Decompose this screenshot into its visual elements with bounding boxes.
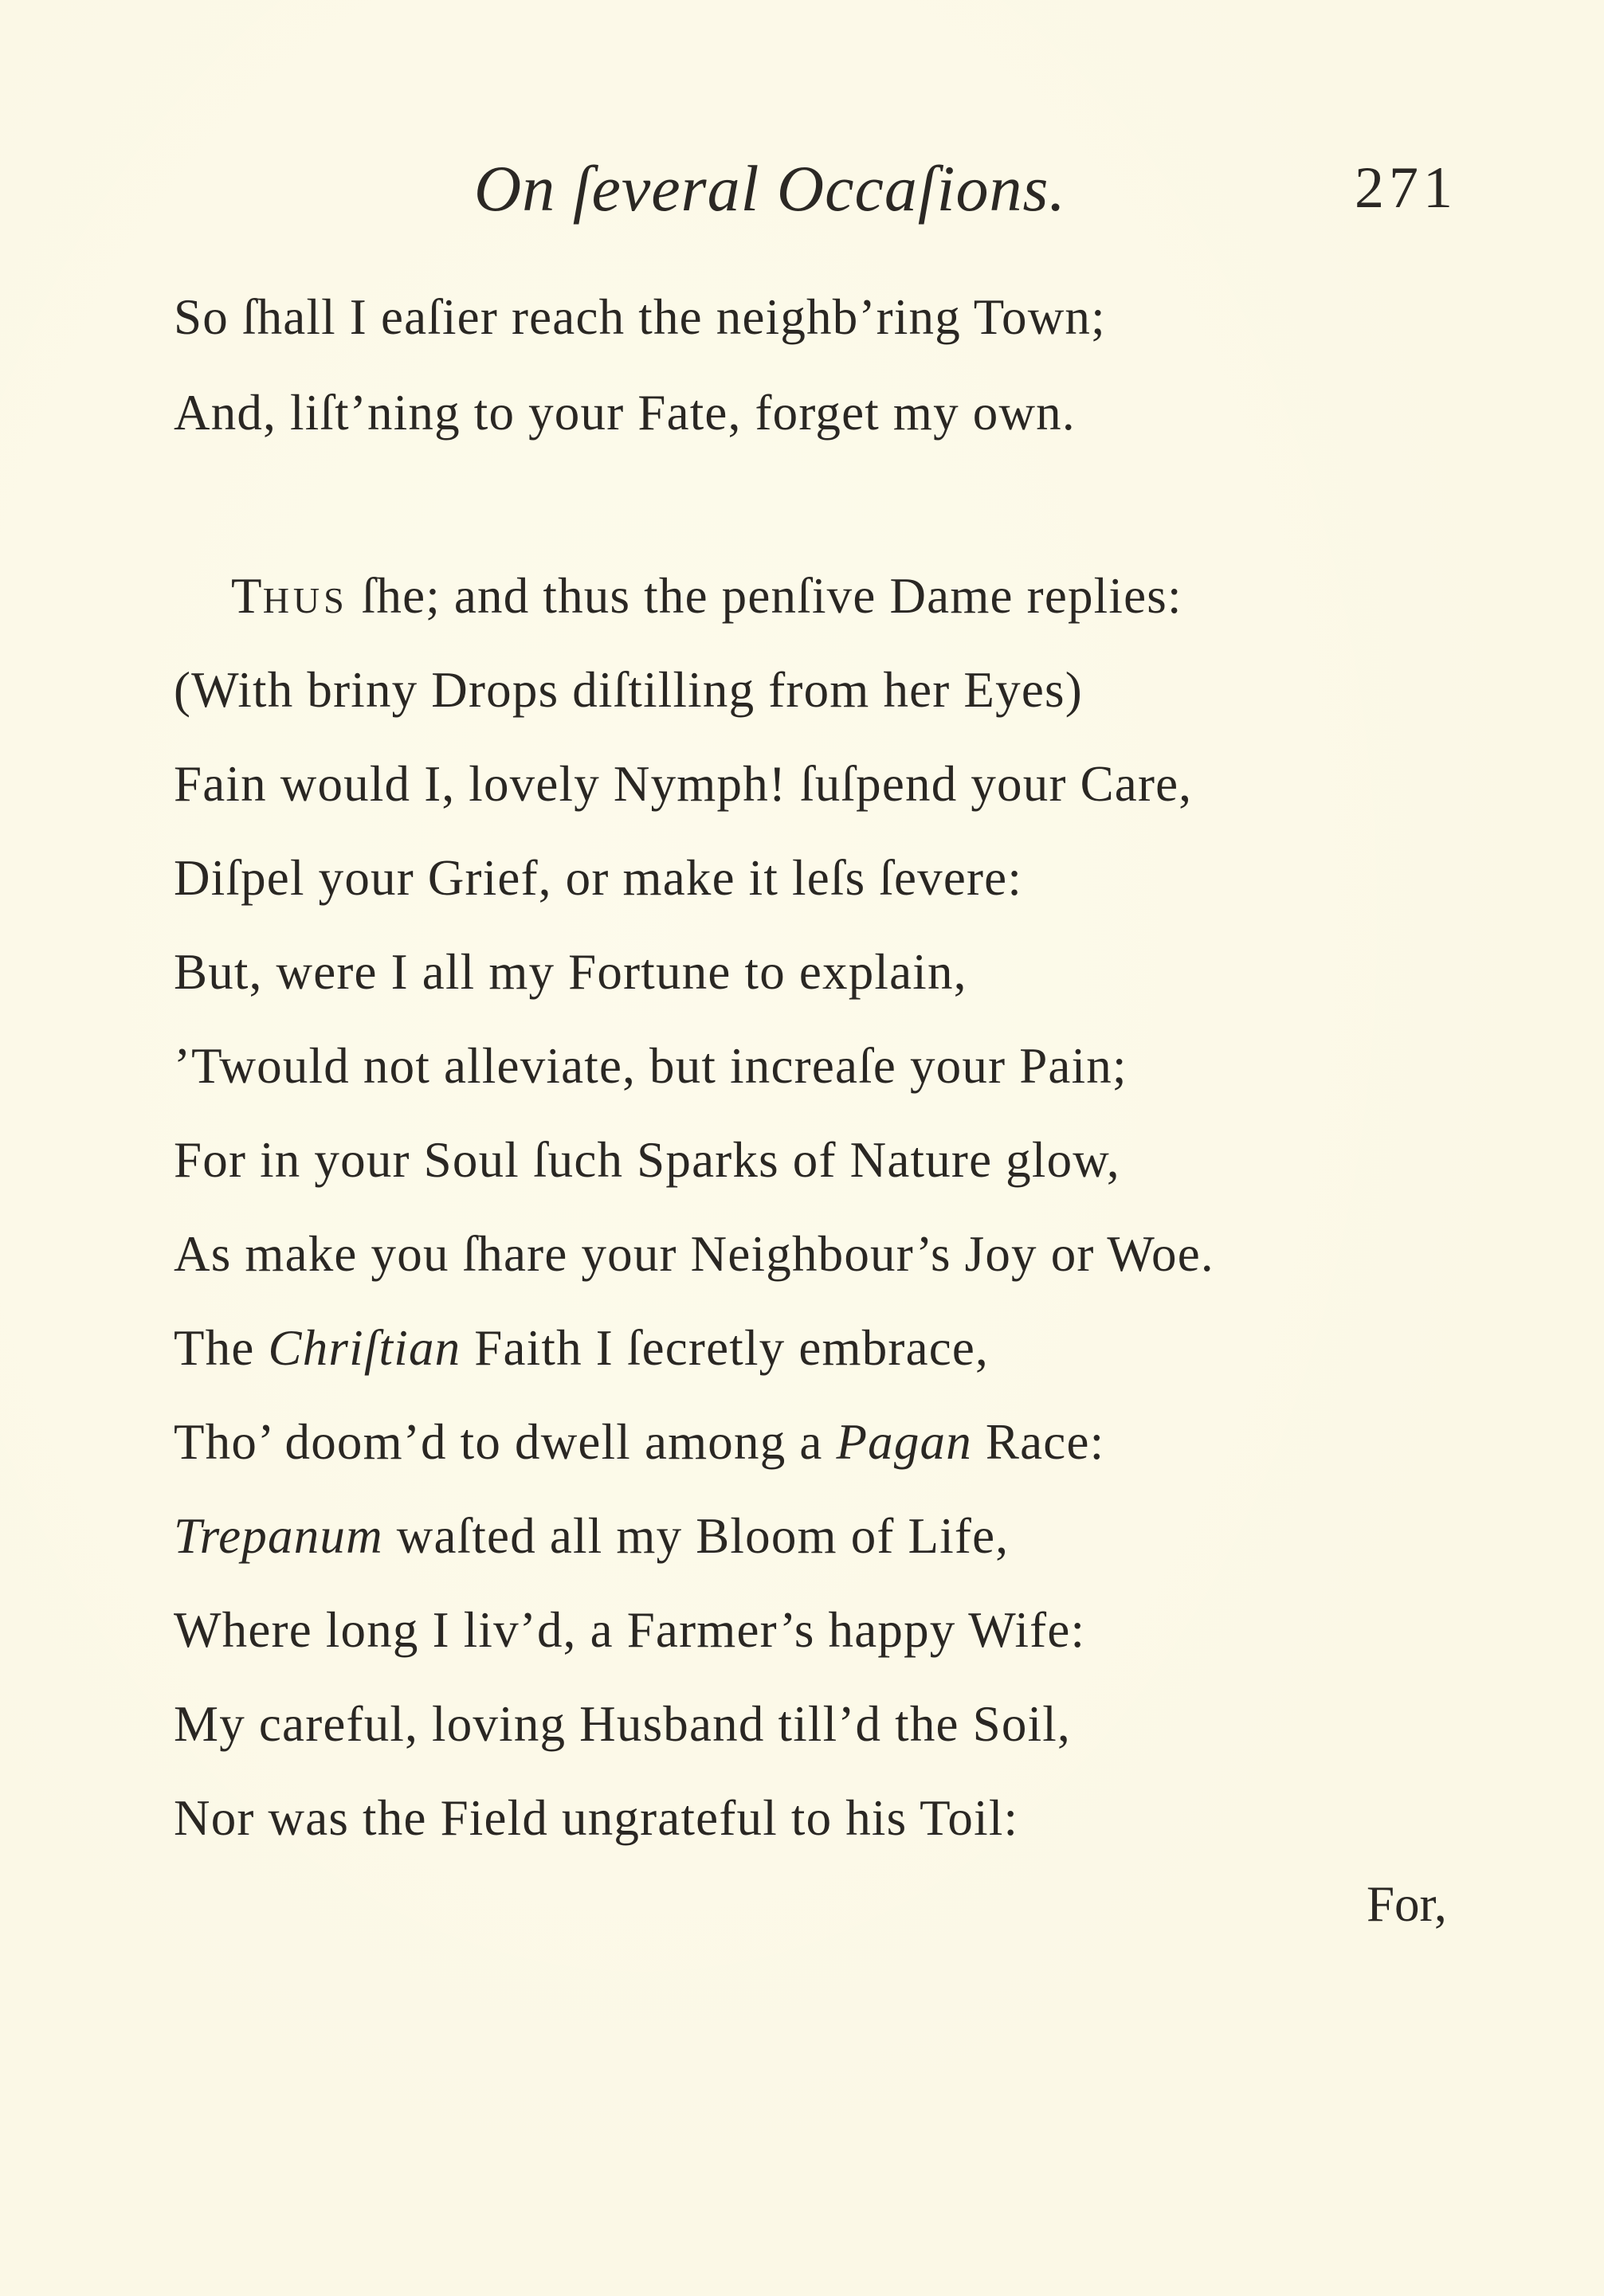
- verse-line: ’Twould not alleviate, but increaſe your Pain;: [174, 1038, 1128, 1094]
- verse-line-christian: [174, 1316, 989, 1380]
- verse-line-rest: ſhe; and thus the penſive Dame replies:: [347, 568, 1182, 624]
- running-title: On ſeveral Occaſions.: [474, 152, 1066, 225]
- italic-word: Pagan: [836, 1414, 972, 1470]
- italic-word: Chriſtian: [268, 1320, 461, 1376]
- verse-line-opening: [231, 564, 1182, 628]
- verse-text-segment: Faith I ſecretly embrace,: [461, 1320, 990, 1376]
- verse-line: Where long I liv’d, a Farmer’s happy Wife:: [174, 1602, 1086, 1658]
- verse-line: And, liſt’ning to your Fate, forget my own.: [174, 385, 1076, 441]
- verse-line: (With briny Drops diſtilling from her Eyes): [174, 662, 1083, 718]
- verse-line: Fain would I, lovely Nymph! ſuſpend your Care,: [174, 756, 1193, 812]
- verse-text-segment: The: [174, 1320, 269, 1376]
- verse-line: My careful, loving Husband till’d the Soil,: [174, 1696, 1071, 1752]
- verse-line: For in your Soul ſuch Sparks of Nature glow,: [174, 1132, 1120, 1188]
- verse-text-segment: Tho’ doom’d to dwell among a: [174, 1414, 837, 1470]
- page-number: 271: [1355, 155, 1457, 221]
- verse-line: As make you ſhare your Neighbour’s Joy or Woe.: [174, 1226, 1214, 1282]
- catchword: For,: [1367, 1876, 1447, 1932]
- italic-word: Trepanum: [174, 1508, 383, 1564]
- dropword-small-caps: HUS: [262, 580, 348, 621]
- verse-line-trepanum: [174, 1504, 1009, 1568]
- verse-line: Diſpel your Grief, or make it leſs ſevere:: [174, 850, 1023, 906]
- verse-line: But, were I all my Fortune to explain,: [174, 944, 967, 1000]
- dropword-initial: T: [231, 568, 263, 624]
- verse-line-pagan: [174, 1410, 1104, 1474]
- verse-text-segment: waſted all my Bloom of Life,: [382, 1508, 1010, 1564]
- verse-text-segment: Race:: [971, 1414, 1105, 1470]
- running-head: [0, 143, 1604, 239]
- verse-line: Nor was the Field ungrateful to his Toil:: [174, 1790, 1019, 1846]
- verse-line: So ſhall I eaſier reach the neighb’ring Town;: [174, 289, 1106, 345]
